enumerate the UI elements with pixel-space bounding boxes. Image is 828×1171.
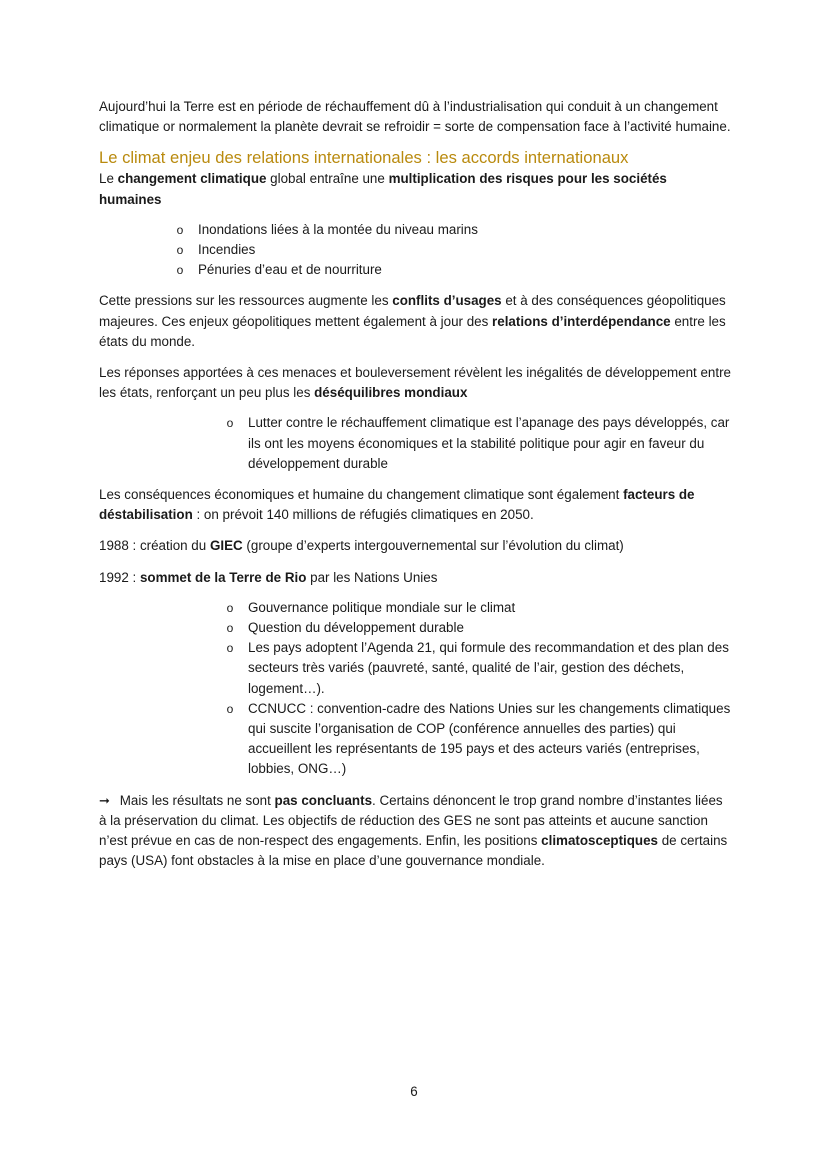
text-run: global entraîne une <box>266 171 389 187</box>
text-run: . Certains dénoncent le trop grand nombre d’instantes liées à la préservation du climat. Les objectifs de réduction des GES ne sont pas atteints et aucune sanction n’est prévue en cas de non-respect des engagements. Enfin, les positions <box>99 792 723 849</box>
text-run: : on prévoit 140 millions de réfugiés climatiques en 2050. <box>192 507 534 523</box>
text-run: de certains pays (USA) font obstacles à la mise en place d’une gouvernance mondiale. <box>99 833 728 869</box>
list-item <box>226 638 731 699</box>
text-run: Les réponses apportées à ces menaces et bouleversement révèlent les inégalités de développement entre les états, renforçant un peu plus les <box>99 365 731 401</box>
text-run: (groupe d’experts intergouvernemental sur l’évolution du climat) <box>242 538 624 554</box>
page-number: 6 <box>410 1084 418 1099</box>
inequality-list <box>226 413 731 474</box>
bold-run: GIEC <box>209 538 243 554</box>
page-content <box>99 95 731 872</box>
bold-run: changement climatique <box>117 171 267 187</box>
list-item <box>176 240 731 260</box>
paragraph-responses <box>99 363 731 403</box>
paragraph-risks <box>99 169 731 209</box>
paragraph-pressures <box>99 291 731 352</box>
list-item-text: Lutter contre le réchauffement climatique est l’apanage des pays développés, car ils ont les moyens économiques et la stabilité politique pour agir en faveur du développement durable <box>248 415 730 471</box>
bold-run: relations d’interdépendance <box>492 313 671 329</box>
section-heading: Le climat enjeu des relations internationales : les accords internationaux <box>99 148 629 168</box>
text-run: 1992 : <box>99 569 140 585</box>
list-item-text: Gouvernance politique mondiale sur le climat <box>248 599 516 615</box>
bullet-icon: o <box>226 701 234 716</box>
list-item-text: Question du développement durable <box>248 620 464 636</box>
paragraph-rio <box>99 568 731 588</box>
list-item <box>176 260 731 280</box>
paragraph-giec <box>99 536 731 556</box>
bold-run: déséquilibres mondiaux <box>314 385 468 401</box>
risks-list <box>176 220 731 281</box>
paragraph-consequences <box>99 485 731 525</box>
bold-run: conflits d’usages <box>392 293 502 309</box>
text-run: Cette pressions sur les ressources augmente les <box>99 293 393 309</box>
text-run: entre les états du monde. <box>99 313 726 349</box>
list-item <box>226 598 731 618</box>
list-item-text: Pénuries d’eau et de nourriture <box>198 262 382 278</box>
bullet-icon: o <box>226 621 234 636</box>
bold-run: facteurs de déstabilisation <box>99 487 695 523</box>
bullet-icon: o <box>176 243 184 258</box>
bold-run: multiplication des risques pour les sociétés humaines <box>99 171 667 207</box>
list-item <box>226 618 731 638</box>
list-item-text: Incendies <box>198 242 256 258</box>
rio-list <box>226 598 731 780</box>
paragraph-results <box>99 791 731 872</box>
text-run: Le <box>99 171 118 187</box>
bold-run: sommet de la Terre de Rio <box>139 569 307 585</box>
list-item-text: CCNUCC : convention-cadre des Nations Unies sur les changements climatiques qui suscite l’organisation de COP (conférence annuelles des parties) qui accueillent les représentants de 195 pays et des acteurs variés (entreprises, lobbies, ONG…) <box>248 700 731 777</box>
bold-run: climatosceptiques <box>541 833 659 849</box>
text-run: 1988 : création du <box>99 538 210 554</box>
bullet-icon: o <box>226 600 234 615</box>
bullet-icon: o <box>176 263 184 278</box>
bullet-icon: o <box>176 222 184 237</box>
bold-run: pas concluants <box>274 792 373 808</box>
text-run: Les conséquences économiques et humaine du changement climatique sont également <box>99 487 624 503</box>
list-item <box>226 699 731 780</box>
text-run: et à des conséquences géopolitiques majeures. Ces enjeux géopolitiques mettent également à jour des <box>99 293 726 329</box>
list-item <box>226 413 731 474</box>
bullet-icon: o <box>226 641 234 656</box>
arrow-icon: ➞ <box>99 792 110 808</box>
intro-paragraph: Aujourd’hui la Terre est en période de réchauffement dû à l’industrialisation qui conduit à un changement climatique or normalement la planète devrait se refroidir = sorte de compensation face à l’activité humaine. <box>99 99 731 135</box>
list-item-text: Les pays adoptent l’Agenda 21, qui formule des recommandation et des plan des secteurs très variés (pauvreté, santé, qualité de l’air, gestion des déchets, logement…). <box>248 640 729 696</box>
text-run: par les Nations Unies <box>306 569 438 585</box>
text-run: Mais les résultats ne sont <box>116 792 275 808</box>
list-item-text: Inondations liées à la montée du niveau marins <box>198 221 478 237</box>
bullet-icon: o <box>226 416 234 431</box>
list-item <box>176 220 731 240</box>
